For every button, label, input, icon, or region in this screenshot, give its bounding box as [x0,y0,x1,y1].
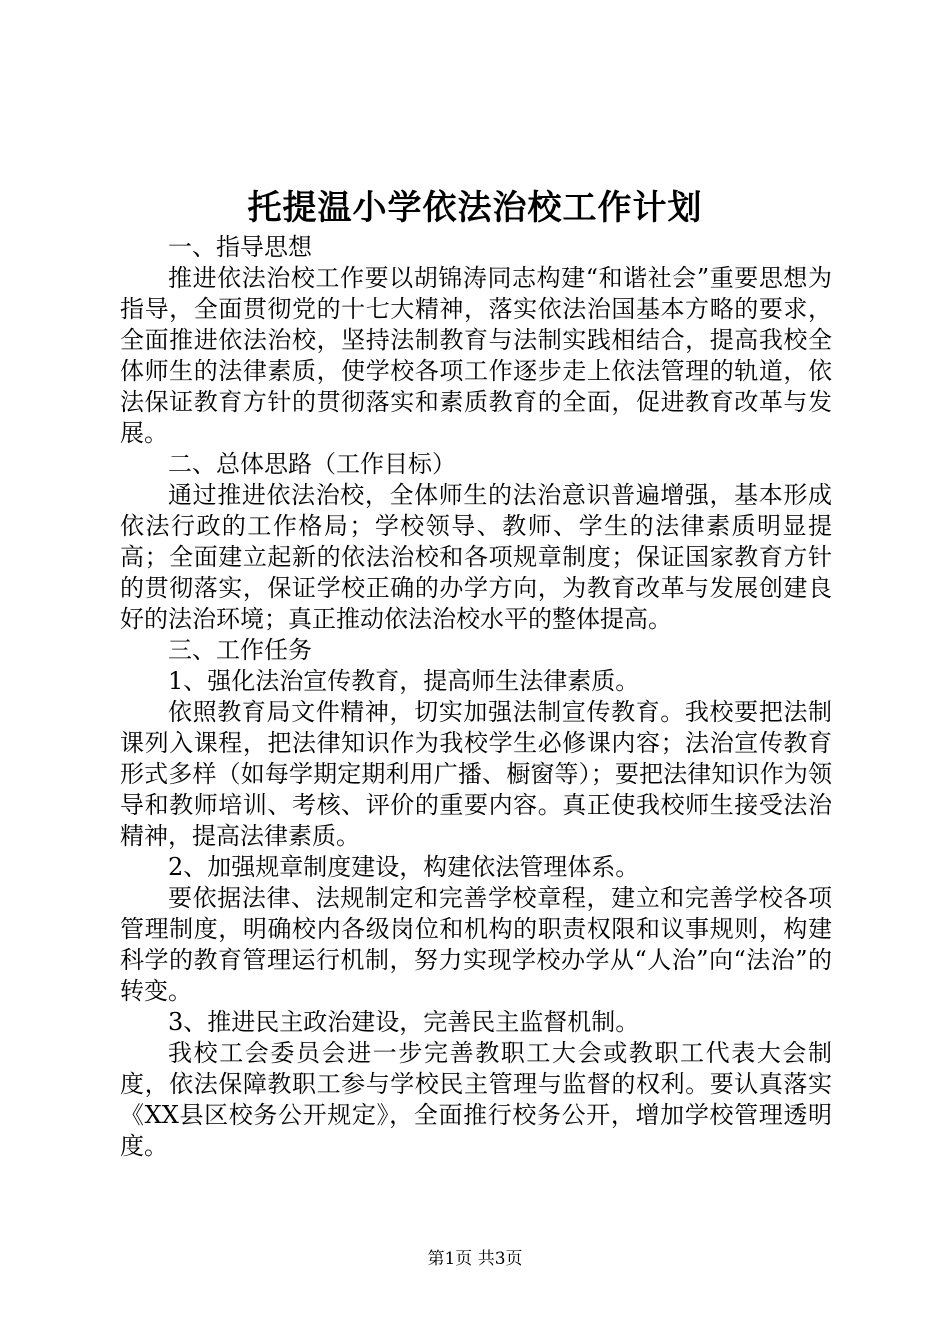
document-body [120,232,832,1162]
heading-guiding-ideology: 一、指导思想 [168,233,312,261]
task-3-heading: 3、推进民主政治建设，完善民主监督机制。 [168,1008,640,1036]
paragraph-guiding-ideology: 推进依法治校工作要以胡锦涛同志构建“和谐社会”重要思想为指导，全面贯彻党的十七大精神，落实依法治国基本方略的要求，全面推进依法治校，坚持法制教育与法制实践相结合，提高我校全体师生的法律素质，使学校各项工作逐步走上依法管理的轨道，依法保证教育方针的贯彻落实和素质教育的全面，促进教育改革与发展。 [120,264,832,447]
heading-work-tasks: 三、工作任务 [168,636,312,664]
task-3-paragraph: 我校工会委员会进一步完善教职工大会或教职工代表大会制度，依法保障教职工参与学校民主管理与监督的权利。要认真落实《XX县区校务公开规定》，全面推行校务公开，增加学校管理透明度。 [120,1039,832,1160]
heading-overall-approach: 二、总体思路（工作目标） [168,450,456,478]
task-2-heading: 2、加强规章制度建设，构建依法管理体系。 [168,853,640,881]
task-2-paragraph: 要依据法律、法规制定和完善学校章程，建立和完善学校各项管理制度，明确校内各级岗位和机构的职责权限和议事规则，构建科学的教育管理运行机制，努力实现学校办学从“人治”向“法治”的转变。 [120,884,832,1005]
paragraph-overall-approach: 通过推进依法治校，全体师生的法治意识普遍增强，基本形成依法行政的工作格局；学校领导、教师、学生的法律素质明显提高；全面建立起新的依法治校和各项规章制度；保证国家教育方针的贯彻落实，保证学校正确的办学方向，为教育改革与发展创建良好的法治环境；真正推动依法治校水平的整体提高。 [120,481,832,633]
task-1-paragraph: 依照教育局文件精神，切实加强法制宣传教育。我校要把法制课列入课程，把法律知识作为我校学生必修课内容；法治宣传教育形式多样（如每学期定期利用广播、橱窗等）；要把法律知识作为领导和教师培训、考核、评价的重要内容。真正使我校师生接受法治精神，提高法律素质。 [120,698,832,850]
task-1-heading: 1、强化法治宣传教育，提高师生法律素质。 [168,667,640,695]
page-number-footer: 第1页 共3页 [427,1249,523,1269]
document-title: 托提温小学依法治校工作计划 [247,188,703,228]
